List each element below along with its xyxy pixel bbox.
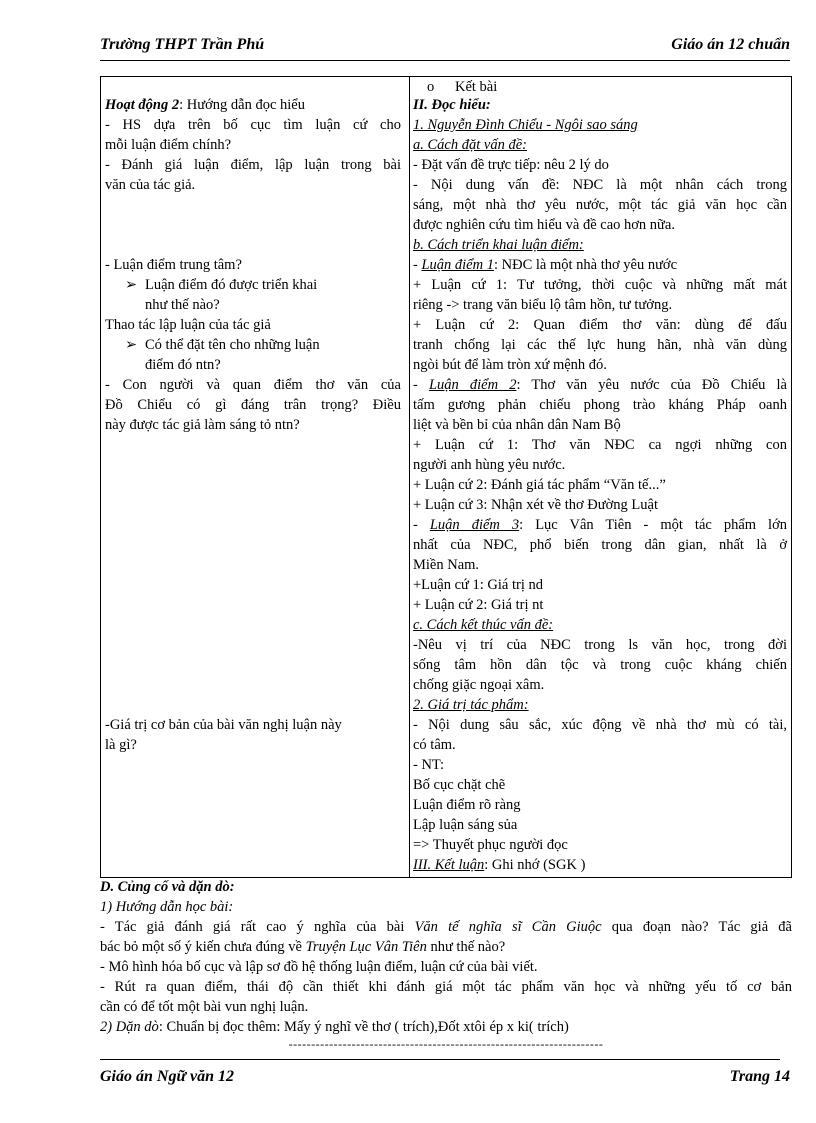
- content-text: được nghiên cứu tìm hiểu và đề cao hơn nữa.: [413, 217, 675, 233]
- activity-heading: [105, 95, 401, 115]
- content-text: + Luận cứ 1: Thơ văn NĐC ca ngợi những con: [413, 437, 787, 453]
- content-text: Lập luận sáng sủa: [413, 817, 518, 833]
- content-text: nhất của NĐC, phổ biến trong dân gian, nhất là ở: [413, 537, 787, 553]
- point-label: Luận điểm 3: [429, 517, 520, 533]
- subsection-heading: 1. Nguyễn Đình Chiểu - Ngôi sao sáng: [413, 117, 638, 133]
- section-heading: II. Đọc hiểu:: [413, 97, 491, 113]
- question-item: [105, 275, 401, 295]
- school-name: Trường THPT Trần Phú: [100, 36, 265, 53]
- point-text: : Lục Vân Tiên - một tác phẩm lớn: [519, 517, 788, 533]
- content-text: sáng, một nhà thơ yêu nước, một tác giả văn học cần: [413, 197, 787, 213]
- homework-label: 2) Dặn dò: [100, 1019, 159, 1035]
- content-text: - Nội dung vấn đề: NĐC là một nhân cách trong: [413, 177, 787, 193]
- content-text: ngòi bút để làm tròn xứ mệnh đó.: [413, 357, 607, 373]
- question-text: Luận điểm đó được triển khai: [145, 277, 318, 293]
- question-text: Thao tác lập luận của tác giả: [105, 317, 271, 333]
- content-text: [413, 255, 787, 275]
- content-text: => Thuyết phục người đọc: [413, 837, 568, 853]
- question-text: mỗi luận điểm chính?: [105, 137, 232, 153]
- content-text: +Luận cứ 1: Giá trị nd: [413, 577, 543, 593]
- content-text: [100, 917, 792, 937]
- subsection-heading: b. Cách triển khai luận điểm:: [413, 237, 584, 253]
- subsection-heading: a. Cách đặt vấn đề:: [413, 137, 527, 153]
- content-text: + Luận cứ 3: Nhận xét về thơ Đường Luật: [413, 497, 658, 513]
- dash: -: [413, 377, 429, 393]
- content-text: - Đặt vấn đề trực tiếp: nêu 2 lý do: [413, 157, 609, 173]
- lesson-table: [100, 76, 792, 878]
- content-text: - Rút ra quan điểm, thái độ cần thiết khi đánh giá một tác phẩm văn học và những yếu tố cơ bản: [100, 979, 792, 995]
- question-text: này được tác giả làm sáng tỏ ntn?: [105, 417, 300, 433]
- arrow-bullet-icon: ➢: [125, 277, 138, 293]
- question-text: Đồ Chiểu có gì đáng trân trọng? Điều: [105, 397, 401, 413]
- page-header: [100, 32, 790, 60]
- content-text: có tâm.: [413, 737, 456, 753]
- content-text: Luận điểm rõ ràng: [413, 797, 521, 813]
- question-text: - Đánh giá luận điểm, lập luận trong bài: [105, 157, 401, 173]
- homework-text: : Chuẩn bị đọc thêm: Mấy ý nghĩ về thơ ( trích),Đốt xtôi ép x ki( trích): [158, 1019, 569, 1035]
- question-text: Có thể đặt tên cho những luận: [145, 337, 320, 353]
- text-part: như thế nào?: [426, 939, 506, 955]
- column-divider: [409, 77, 410, 877]
- content-text: Miền Nam.: [413, 557, 480, 573]
- content-text: cần có để tốt một bài vun nghị luận.: [100, 999, 309, 1015]
- dash: -: [413, 517, 430, 533]
- point-text: : NĐC là một nhà thơ yêu nước: [493, 257, 678, 273]
- text-part: qua đoạn nào? Tác giả đã: [601, 919, 792, 935]
- content-text: - Nội dung sâu sắc, xúc động về nhà thơ mù có tài,: [413, 717, 787, 733]
- document-title: Giáo án 12 chuẩn: [671, 36, 790, 53]
- content-text: tranh chống lại các thế lực hung hãn, nhà văn dùng: [413, 337, 787, 353]
- subsection-heading: c. Cách kết thúc vấn đề:: [413, 617, 554, 633]
- content-text: chống giặc ngoại xâm.: [413, 677, 545, 693]
- conclusion-line: [413, 855, 787, 875]
- activity-desc: : Hướng dẫn đọc hiểu: [179, 97, 305, 113]
- content-text: [100, 937, 792, 957]
- page-footer: [100, 1068, 790, 1092]
- content-text: tấm gương phản chiếu phong trào kháng Pháp oanh: [413, 397, 787, 413]
- circle-bullet-icon: o: [427, 79, 435, 95]
- question-text: - Luận điểm trung tâm?: [105, 257, 242, 273]
- question-text: văn của tác giả.: [105, 177, 196, 193]
- footer-title: Giáo án Ngữ văn 12: [100, 1068, 235, 1085]
- content-text: [413, 515, 787, 535]
- subsection-heading: 2. Giá trị tác phẩm:: [413, 697, 529, 713]
- question-text: - Con người và quan điểm thơ văn của: [105, 377, 401, 393]
- text-part: bác bỏ một số ý kiến chưa đúng về: [100, 939, 306, 955]
- question-text: như thế nào?: [145, 297, 220, 313]
- question-text: là gì?: [105, 737, 137, 753]
- content-text: + Luận cứ 2: Giá trị nt: [413, 597, 544, 613]
- work-title: Truyện Lục Vân Tiên: [305, 939, 427, 955]
- content-text: - NT:: [413, 757, 445, 773]
- content-text: [100, 1017, 792, 1037]
- list-item: [413, 77, 787, 97]
- conclusion-text: : Ghi nhớ (SGK ): [484, 857, 586, 873]
- footer-rule: [100, 1059, 780, 1060]
- content-text: người anh hùng yêu nước.: [413, 457, 566, 473]
- question-text: -Giá trị cơ bản của bài văn nghị luận này: [105, 717, 342, 733]
- content-text: + Luận cứ 2: Quan điểm thơ văn: dùng để đấu: [413, 317, 787, 333]
- header-rule: [100, 60, 790, 61]
- subsection-heading: 1) Hướng dẫn học bài:: [100, 899, 234, 915]
- content-text: sống tâm hồn dân tộc và trong cuộc kháng chiến: [413, 657, 787, 673]
- arrow-bullet-icon: ➢: [125, 337, 138, 353]
- section-heading: D. Củng cố và dặn dò:: [100, 879, 235, 895]
- page-number: Trang 14: [729, 1068, 790, 1085]
- content-text: -Nêu vị trí của NĐC trong ls văn học, trong đời: [413, 637, 787, 653]
- content-text: riêng -> trang văn biểu lộ tâm hồn, tư tưởng.: [413, 297, 673, 313]
- content-text: liệt và bền bỉ của nhân dân Nam Bộ: [413, 417, 621, 433]
- list-item-text: Kết bài: [455, 79, 498, 95]
- dash: -: [413, 257, 422, 273]
- content-text: + Luận cứ 1: Tư tưởng, thời cuộc và những mất mát: [413, 277, 787, 293]
- content-text: - Mô hình hóa bố cục và lập sơ đồ hệ thống luận điểm, luận cứ của bài viết.: [100, 959, 538, 975]
- question-item: [105, 335, 401, 355]
- point-label: Luận điểm 2: [428, 377, 517, 393]
- activity-label: Hoạt động 2: [105, 97, 180, 113]
- content-text: + Luận cứ 2: Đánh giá tác phẩm “Văn tế...”: [413, 477, 666, 493]
- conclusion-label: III. Kết luận: [413, 857, 485, 873]
- point-label: Luận điểm 1: [421, 257, 494, 273]
- text-part: - Tác giả đánh giá rất cao ý nghĩa của bài: [100, 919, 415, 935]
- question-text: điểm đó ntn?: [145, 357, 221, 373]
- question-text: - HS dựa trên bố cục tìm luận cứ cho: [105, 117, 401, 133]
- content-text: Bố cục chặt chẽ: [413, 777, 506, 793]
- point-text: : Thơ văn yêu nước của Đồ Chiểu là: [516, 377, 787, 393]
- content-text: [413, 375, 787, 395]
- work-title: Văn tế nghĩa sĩ Cần Giuộc: [414, 919, 602, 935]
- dashed-separator: ----------------------------------------------------------------------: [288, 1037, 604, 1051]
